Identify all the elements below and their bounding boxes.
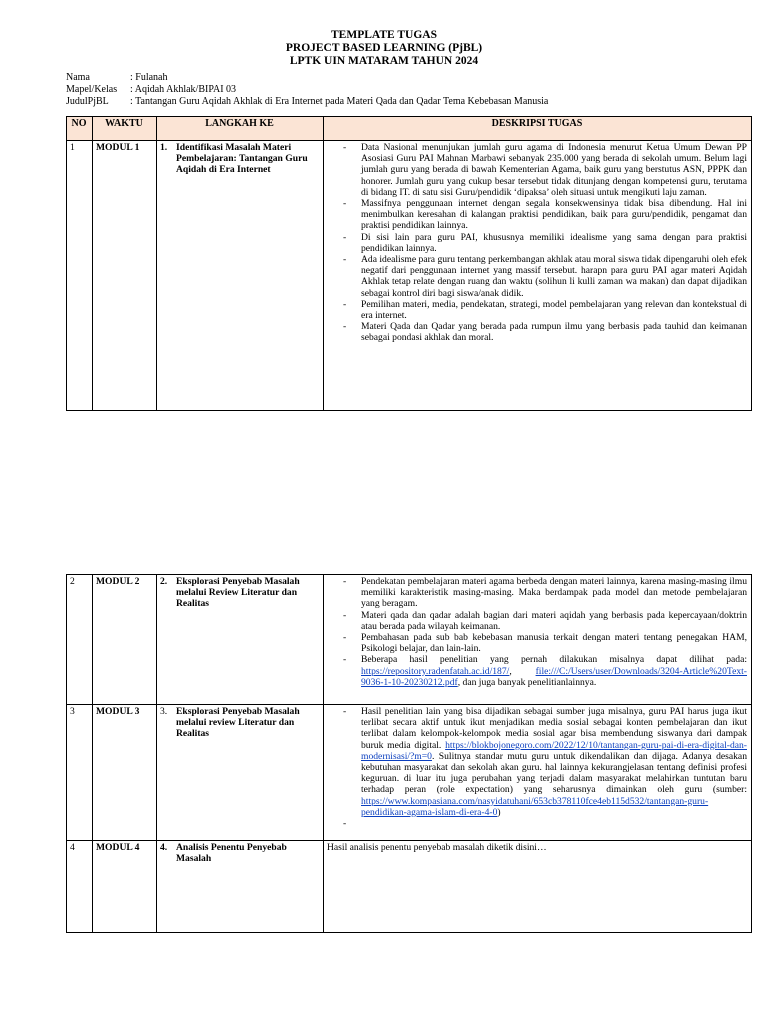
header-institution: LPTK UIN MATARAM TAHUN 2024 (289, 55, 479, 67)
meta-key: Nama (66, 72, 90, 83)
row-number: 2 (67, 575, 93, 705)
list-item: - Pendekatan pembelajaran materi agama berbeda dengan materi lainnya, karena masing-masing ilmu memiliki karakteristik masing-masing. Maka berdampak pada model dan metode pembelajaran yang beragam. (327, 576, 747, 610)
list-item: - Massifnya penggunaan internet dengan segala konsekwensinya tidak bisa dibendung. Hal ini menimbulkan keresahan di kalangan praktisi pendidikan, baik para guru/pendidik, pengamat dan praktisi pendidikan lainnya. (327, 198, 747, 232)
meta-key: JudulPjBL (66, 96, 109, 108)
row-waktu: MODUL 4 (93, 841, 157, 933)
row-deskripsi (324, 705, 752, 841)
list-item: - Di sisi lain para guru PAI, khususnya memiliki idealisme yang sama dengan para praktisi pendidikan lainnya. (327, 232, 747, 254)
step-number: 4. (160, 842, 168, 853)
header-subtitle: PROJECT BASED LEARNING (PjBL) (285, 42, 483, 54)
step-number: 3. (160, 706, 168, 717)
list-item: - Data Nasional menunjukan jumlah guru agama di Indonesia menurut Ketua Umum Dewan PP Asosiasi Guru PAI Mahnan Marbawi sebanyak 235.000 yang berada di sekolah umum. Belum lagi jumlah guru yang berada di bawah Kementerian Agama, baik guru yang berstutus ASN, PPPK dan honorer. Jumlah guru yang cukup besar tersebut tidak ditunjang dengan kompetensi guru, terutama di bidang IT. di satu sisi Guru/pendidik ‘dipaksa’ oleh situasi untuk mengikuti laju zaman. (327, 142, 747, 198)
identity-block (66, 72, 548, 109)
task-table-page1 (66, 116, 752, 411)
list-item-text: Hasil penelitian lain yang bisa dijadikan sebagai sumber juga misalnya, guru PAI harus juga ikut terlibat secara aktif untuk ikut menjadikan media sosial sebagai konten pembelajaran dan ikut terlibat dalam kelompok-kelompok media sosial agar bisa membendung siswanya dari dampak buruk media digital. (361, 706, 747, 751)
reference-link[interactable]: https://repository.radenfatah.ac.id/187/ (361, 665, 510, 677)
list-item: - Ada idealisme para guru tentang perkembangan akhlak atau moral siswa tidak dipengaruhi oleh efek negatif dari penggunaan internet yang massif tersebut. harapn para guru PAI agar materi Aqidah Akhlak tetap relate dengan ruang dan waktu (solihun li kulli zaman wa makan) dan dapat dijadikan sebagai kontrol diri bagi siswa/anak didik. (327, 254, 747, 299)
row-waktu: MODUL 2 (93, 575, 157, 705)
list-item-text: . Sulitnya standar mutu guru untuk dikendalikan dan dijaga. Adanya desakan kebutuhan masyarakat dan sekolah akan guru. hal lainnya kekurangjelasan tentang definisi profesi keguruan. di luar itu juga perubahan yang terjadi dalam masyarakat melahirkan tuntutan baru terhadap peran (role expectation) yang seharusnya dimainkan oleh guru (sumber: (361, 750, 747, 796)
table-row (67, 705, 752, 841)
list-item: - Materi Qada dan Qadar yang berada pada rumpun ilmu yang berbasis pada tauhid dan keimanan sebagai pondasi akhlak dan moral. (327, 321, 747, 343)
list-item (327, 654, 747, 688)
row-langkah (157, 841, 324, 933)
col-header-langkah: LANGKAH KE (157, 117, 324, 141)
step-number: 1. (160, 142, 168, 153)
row-number: 4 (67, 841, 93, 933)
row-langkah (157, 705, 324, 841)
list-item-tail: ) (497, 806, 501, 818)
step-number: 2. (160, 576, 168, 587)
col-header-deskripsi: DESKRIPSI TUGAS (324, 117, 752, 141)
link-separator: , (509, 665, 536, 677)
meta-key: Mapel/Kelas (66, 84, 118, 96)
table-row (67, 575, 752, 705)
meta-row-mapel (66, 84, 548, 96)
row-number: 1 (67, 141, 93, 411)
task-table-page2 (66, 574, 752, 933)
reference-link[interactable]: https://blokbojonegoro.com/2022/12/10/tantangan-guru-pai-di-era-digital-dan-modernisasi/?m=0 (361, 739, 747, 762)
table-row (67, 141, 752, 411)
row-langkah (157, 575, 324, 705)
list-item: - Materi qada dan qadar adalah bagian dari materi aqidah yang berbasis pada kepercayaan/doktrin atau berada pada wilayah keimanan. (327, 610, 747, 632)
table-row (67, 841, 752, 933)
row-waktu: MODUL 3 (93, 705, 157, 841)
meta-value: : Tantangan Guru Aqidah Akhlak di Era Internet pada Materi Qada dan Qadar Tema Kebebasan Manusia (130, 96, 549, 108)
step-title: Eksplorasi Penyebab Masalah melalui Review Literatur dan Realitas (176, 576, 300, 610)
reference-link[interactable]: https://www.kompasiana.com/nasyidatuhani/653cb378110fce4eb115d532/tantangan-guru-pendidikan-agama-islam-di-era-4-0 (361, 795, 709, 818)
step-title: Eksplorasi Penyebab Masalah melalui review Literatur dan Realitas (176, 706, 300, 740)
list-item-tail: , dan juga banyak penelitianlainnya. (457, 676, 597, 688)
meta-row-nama (66, 72, 548, 84)
row-deskripsi (324, 575, 752, 705)
step-title: Identifikasi Masalah Materi Pembelajaran: Tantangan Guru Aqidah di Era Internet (176, 142, 308, 176)
col-header-waktu: WAKTU (93, 117, 157, 141)
list-item: - Pembahasan pada sub bab kebebasan manusia terkait dengan materi tentang penegakan HAM, Psikologi belajar, dan lain-lain. (327, 632, 747, 654)
header-title: TEMPLATE TUGAS (331, 29, 437, 41)
table-header-row (67, 117, 752, 141)
meta-value: : Fulanah (130, 72, 168, 83)
meta-row-judul (66, 96, 548, 108)
row-waktu: MODUL 1 (93, 141, 157, 411)
col-header-no: NO (67, 117, 93, 141)
list-item: - Pemilihan materi, media, pendekatan, strategi, model pembelajaran yang relevan dan kontekstual di era internet. (327, 299, 747, 321)
row-number: 3 (67, 705, 93, 841)
document-header (0, 29, 768, 68)
meta-value: : Aqidah Akhlak/BIPAI 03 (130, 84, 237, 96)
step-title: Analisis Penentu Penyebab Masalah (176, 842, 287, 865)
list-item (327, 706, 747, 818)
row-deskripsi-placeholder[interactable]: Hasil analisis penentu penyebab masalah diketik disini… (324, 841, 752, 933)
row-deskripsi (324, 141, 752, 411)
row-langkah (157, 141, 324, 411)
reference-link[interactable]: file:///C:/Users/user/Downloads/3204-Article%20Text-9036-1-10-20230212.pdf (361, 665, 747, 688)
list-item-text: Beberapa hasil penelitian yang pernah dilakukan misalnya dapat dilihat pada: (361, 654, 747, 666)
